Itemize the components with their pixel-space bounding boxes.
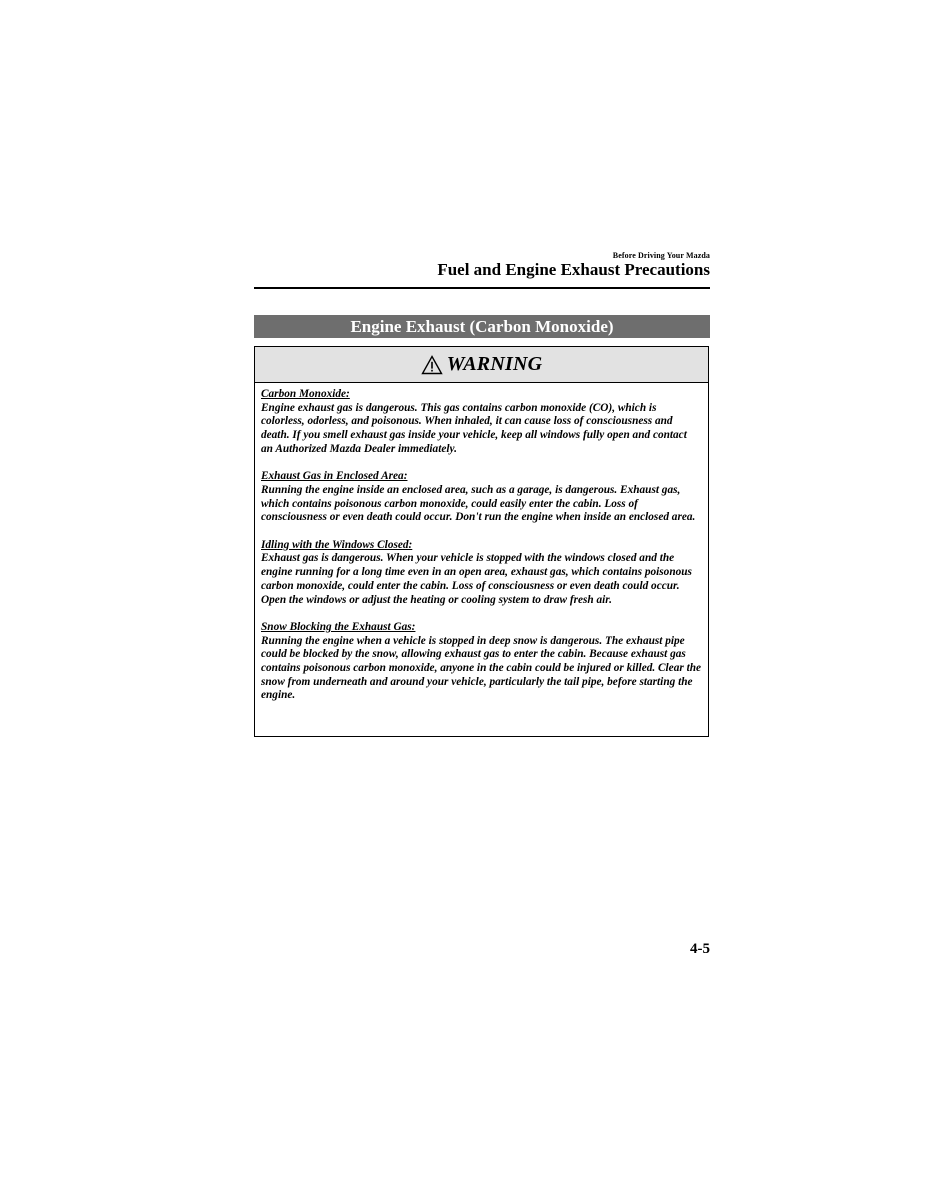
- warning-header: [255, 347, 708, 383]
- running-head: Before Driving Your Mazda: [612, 251, 710, 260]
- warning-item-heading: Snow Blocking the Exhaust Gas:: [261, 620, 416, 633]
- warning-item-text: Running the engine inside an enclosed area, such as a garage, is dangerous. Exhaust gas, which contains poisonous carbon monoxide, could easily enter the cabin. Loss of consciousness or even death could occur. Don't run the engine when inside an enclosed area.: [261, 483, 696, 524]
- warning-body: [255, 383, 708, 703]
- warning-item-text: Engine exhaust gas is dangerous. This gas contains carbon monoxide (CO), which is colorless, odorless, and poisonous. When inhaled, it can cause loss of consciousness and death. If you smell exhaust gas inside your vehicle, keep all windows fully open and contact an Authorized Mazda Dealer immediately.: [261, 401, 687, 455]
- warning-item: [261, 388, 701, 457]
- warning-triangle-icon: [421, 355, 443, 375]
- warning-item: [261, 539, 701, 608]
- warning-item: [261, 470, 701, 525]
- warning-item-heading: Carbon Monoxide:: [261, 388, 350, 400]
- subsection-title: Engine Exhaust (Carbon Monoxide): [254, 315, 710, 338]
- title-rule: [254, 287, 710, 289]
- warning-item-heading: Idling with the Windows Closed:: [261, 538, 413, 551]
- warning-box: [254, 346, 709, 737]
- warning-item-text: Exhaust gas is dangerous. When your vehicle is stopped with the windows closed and the engine running for a long time even in an open area, exhaust gas, which contains poisonous carbon monoxide, could enter the cabin. Loss of consciousness or even death could occur. Open the windows or adjust the heating or cooling system to draw fresh air.: [261, 552, 692, 606]
- warning-item-text: Running the engine when a vehicle is stopped in deep snow is dangerous. The exhaust pipe could be blocked by the snow, allowing exhaust gas to enter the cabin. Because exhaust gas contains poisonous carbon monoxide, anyone in the cabin could be injured or killed. Clear the snow from underneath and around your vehicle, particularly the tail pipe, before starting the engine.: [261, 634, 701, 702]
- section-title: Fuel and Engine Exhaust Precautions: [437, 260, 710, 279]
- warning-item-heading: Exhaust Gas in Enclosed Area:: [261, 470, 408, 483]
- page-number: 4-5: [690, 941, 710, 957]
- warning-item: [261, 621, 701, 703]
- warning-label: WARNING: [446, 353, 543, 375]
